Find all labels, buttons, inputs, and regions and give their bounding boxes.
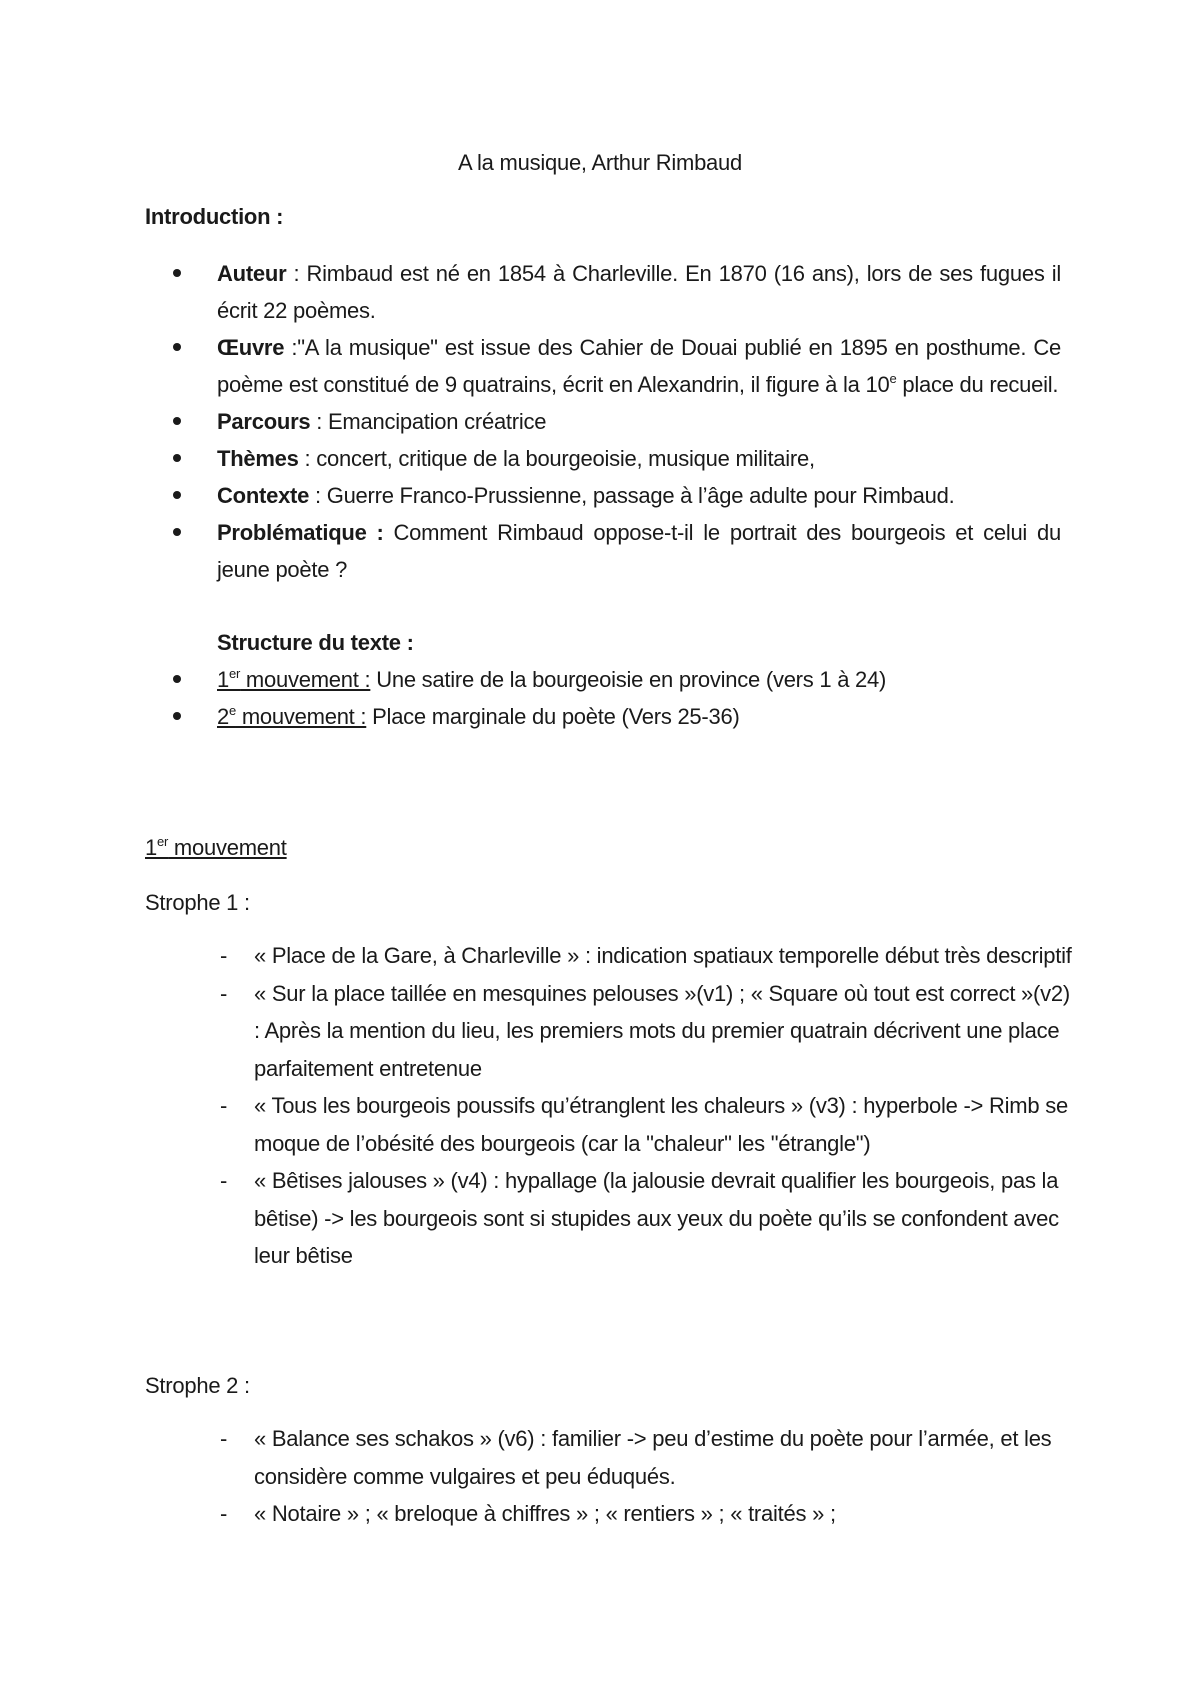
text-oeuvre-end: place du recueil. <box>896 372 1059 397</box>
label-themes: Thèmes <box>217 446 299 471</box>
list-item-text: « Sur la place taillée en mesquines pelouses »(v1) ; « Square où tout est correct »(v2) : Après la mention du lieu, les premiers mots du premier quatrain décrivent une place parfaitement entretenue <box>254 980 1070 1081</box>
introduction-heading: Introduction : <box>145 204 284 229</box>
list-item <box>220 1420 1074 1495</box>
dash-marker: - <box>220 1426 228 1451</box>
bullet-icon <box>173 454 181 462</box>
label-contexte: Contexte <box>217 483 310 508</box>
text-contexte: : Guerre Franco-Prussienne, passage à l’âge adulte pour Rimbaud. <box>309 483 955 508</box>
bullet-icon <box>173 528 181 536</box>
mouvement-2-text: Place marginale du poète (Vers 25-36) <box>366 704 740 729</box>
structure-heading-text: Structure du texte : <box>217 630 414 655</box>
dash-marker: - <box>220 980 228 1006</box>
list-item-text: « Bêtises jalouses » (v4) : hypallage (la jalousie devrait qualifier les bourgeois, pas la bêtise) -> les bourgeois sont si stupides aux yeux du poète qu’ils se confondent avec leur bêtise <box>254 1168 1059 1268</box>
section-heading-mouvement-1: 1er mouvement <box>145 834 287 860</box>
strophe-1-list <box>220 937 1074 1275</box>
bullet-icon <box>173 417 181 425</box>
list-item-text: « Notaire » ; « breloque à chiffres » ; « rentiers » ; « traités » ; <box>254 1501 836 1526</box>
text-parcours: : Emancipation créatrice <box>310 409 547 434</box>
spacer <box>217 588 1061 624</box>
strophe-2-heading: Strophe 2 : <box>145 1373 250 1398</box>
dash-marker: - <box>220 1168 228 1193</box>
list-item-contexte <box>217 477 1061 514</box>
label-parcours: Parcours <box>217 409 311 434</box>
structure-heading <box>217 624 1061 661</box>
bullet-icon <box>173 675 181 683</box>
dash-marker: - <box>220 1093 228 1118</box>
text-auteur: : Rimbaud est né en 1854 à Charleville. En 1870 (16 ans), lors de ses fugues il écrit 22 poèmes. <box>217 261 1061 323</box>
superscript: e <box>889 371 897 386</box>
strophe-2-list <box>220 1420 1074 1533</box>
mouvement-1-label: 1er mouvement : <box>217 666 371 692</box>
list-item-text: « Balance ses schakos » (v6) : familier -> peu d’estime du poète pour l’armée, et les considère comme vulgaires et peu éduqués. <box>254 1426 1052 1489</box>
list-item-text: « Tous les bourgeois poussifs qu’étranglent les chaleurs » (v3) : hyperbole -> Rimb se moque de l’obésité des bourgeois (car la "chaleur" les "étrangle") <box>254 1093 1068 1156</box>
bullet-icon <box>173 343 181 351</box>
dash-marker: - <box>220 1501 228 1526</box>
list-item-mouvement-1 <box>217 661 1061 698</box>
text-oeuvre: :"A la musique" est issue des Cahier de Douai publié en 1895 en posthume. Ce poème est constitué de 9 quatrains, écrit en Alexandrin, il figure à la 10 <box>217 335 1061 397</box>
mouvement-1-text: Une satire de la bourgeoisie en province (vers 1 à 24) <box>370 667 887 692</box>
label-oeuvre: Œuvre <box>217 335 285 360</box>
list-item-parcours <box>217 403 1061 440</box>
bullet-icon <box>173 269 181 277</box>
list-item-oeuvre <box>217 329 1061 403</box>
list-item-text: « Place de la Gare, à Charleville » : indication spatiaux temporelle début très descriptif <box>254 943 1072 968</box>
mouvement-2-label: 2e mouvement : <box>217 703 367 729</box>
list-item-auteur <box>217 255 1061 329</box>
label-problematique: Problématique : <box>217 520 384 545</box>
dash-marker: - <box>220 943 228 968</box>
list-item <box>220 975 1074 1088</box>
text-problematique: Comment Rimbaud oppose-t-il le portrait des bourgeois et celui du jeune poète ? <box>217 520 1061 582</box>
list-item <box>220 937 1074 975</box>
bullet-icon <box>173 712 181 720</box>
list-item-themes <box>217 440 1061 477</box>
bullet-icon <box>173 491 181 499</box>
label-auteur: Auteur <box>217 261 287 286</box>
text-themes: : concert, critique de la bourgeoisie, musique militaire, <box>298 446 815 471</box>
document-title: A la musique, Arthur Rimbaud <box>457 150 743 175</box>
list-item <box>220 1162 1074 1275</box>
list-item-mouvement-2 <box>217 698 1061 735</box>
list-item <box>220 1087 1074 1162</box>
introduction-list <box>217 255 1061 735</box>
strophe-1-heading: Strophe 1 : <box>145 890 250 915</box>
list-item <box>220 1495 1074 1533</box>
list-item-problematique <box>217 514 1061 588</box>
